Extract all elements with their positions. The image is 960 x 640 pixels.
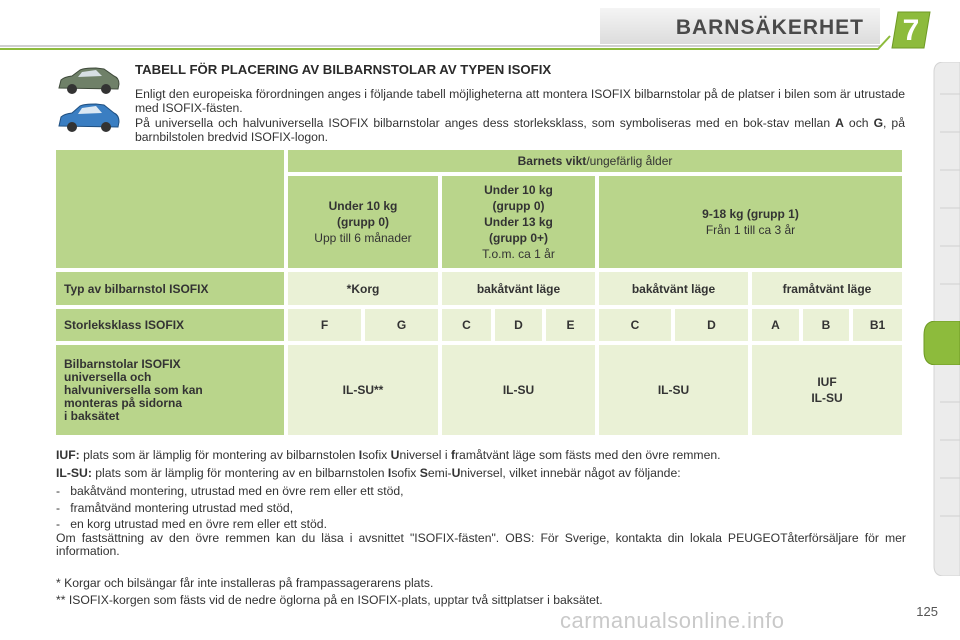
size-cell: C — [442, 309, 491, 341]
intro-paragraph-1: Enligt den europeiska förordningen anges i följande tabell möjligheterna att montera ISOFIX bilbarnstolar på de platser i bilen som är utrustade med ISOFIX-fästen. — [135, 87, 905, 115]
size-cell: C — [599, 309, 671, 341]
bullet-item: - framåtvänd montering utrustad med stöd, — [56, 501, 294, 515]
row-type-cell: bakåtvänt läge — [442, 272, 595, 305]
chapter-title: BARNSÄKERHET — [675, 16, 864, 39]
footnote-star: * Korgar och bilsängar får inte installeras på frampassagerarens plats. — [56, 576, 434, 590]
chapter-number: 7 — [902, 14, 920, 47]
row-type-cell: *Korg — [288, 272, 438, 305]
seat-cell-iuf: IUF IL-SU — [752, 345, 902, 435]
size-cell: B1 — [853, 309, 902, 341]
size-cell: D — [675, 309, 748, 341]
group-header-2: 9-18 kg (grupp 1) Från 1 till ca 3 år — [599, 176, 902, 268]
size-cell: F — [288, 309, 361, 341]
size-cell: D — [495, 309, 542, 341]
row-type-label: Typ av bilbarnstol ISOFIX — [56, 272, 284, 305]
row-size-label: Storleksklass ISOFIX — [56, 309, 284, 341]
note-paragraph: Om fastsättning av den övre remmen kan du läsa i avsnittet "ISOFIX-fästen". OBS: För Sverige, kontakta din lokala PEUGEOTåterförsäljare för mer information. — [56, 531, 906, 558]
page-number: 125 — [916, 604, 938, 619]
note-ilsu: IL-SU: plats som är lämplig för montering av en bilbarnstolen Isofix Semi-Universel, vilket innebär något av följande: — [56, 466, 681, 480]
intro-paragraph-2: På universella och halvuniversella ISOFIX bilbarnstolar anges dess storleksklass, som symboliseras med en bok-stav mellan A och G, på barnbilstolen bredvid ISOFIX-logon. — [135, 116, 905, 144]
row-seat-label: Bilbarnstolar ISOFIX universella och halvuniversella som kan monteras på sidorna i baksätet — [56, 345, 284, 435]
row-type-cell: framåtvänt läge — [752, 272, 902, 305]
seat-cell: IL-SU — [599, 345, 748, 435]
note-iuf: IUF: plats som är lämplig för montering av bilbarnstolen Isofix Universel i framåtvänt läge som fästs med den övre remmen. — [56, 448, 721, 462]
bullet-item: - bakåtvänd montering, utrustad med en övre rem eller ett stöd, — [56, 484, 404, 498]
car-blue-icon — [56, 102, 122, 134]
footnote-double-star: ** ISOFIX-korgen som fästs vid de nedre öglorna på en ISOFIX-plats, upptar två sittplatser i baksätet. — [56, 593, 603, 607]
table-corner — [56, 150, 284, 268]
bullet-item: - en korg utrustad med en övre rem eller ett stöd. — [56, 517, 327, 531]
size-cell: A — [752, 309, 799, 341]
watermark: carmanualsonline.info — [560, 608, 785, 633]
seat-cell: IL-SU — [442, 345, 595, 435]
car-gray-icon — [56, 66, 122, 96]
section-title: TABELL FÖR PLACERING AV BILBARNSTOLAR AV TYPEN ISOFIX — [135, 62, 552, 77]
row-type-cell: bakåtvänt läge — [599, 272, 748, 305]
seat-cell: IL-SU** — [288, 345, 438, 435]
size-cell: B — [803, 309, 849, 341]
weight-header: Barnets vikt/ungefärlig ålder — [288, 150, 902, 172]
group-header-0: Under 10 kg (grupp 0) Upp till 6 månader — [288, 176, 438, 268]
chapter-tab-active[interactable] — [922, 321, 960, 365]
size-cell: G — [365, 309, 438, 341]
size-cell: E — [546, 309, 595, 341]
chapter-tabs[interactable] — [926, 62, 960, 576]
group-header-1: Under 10 kg (grupp 0) Under 13 kg (grupp 0+) T.o.m. ca 1 år — [442, 176, 595, 268]
